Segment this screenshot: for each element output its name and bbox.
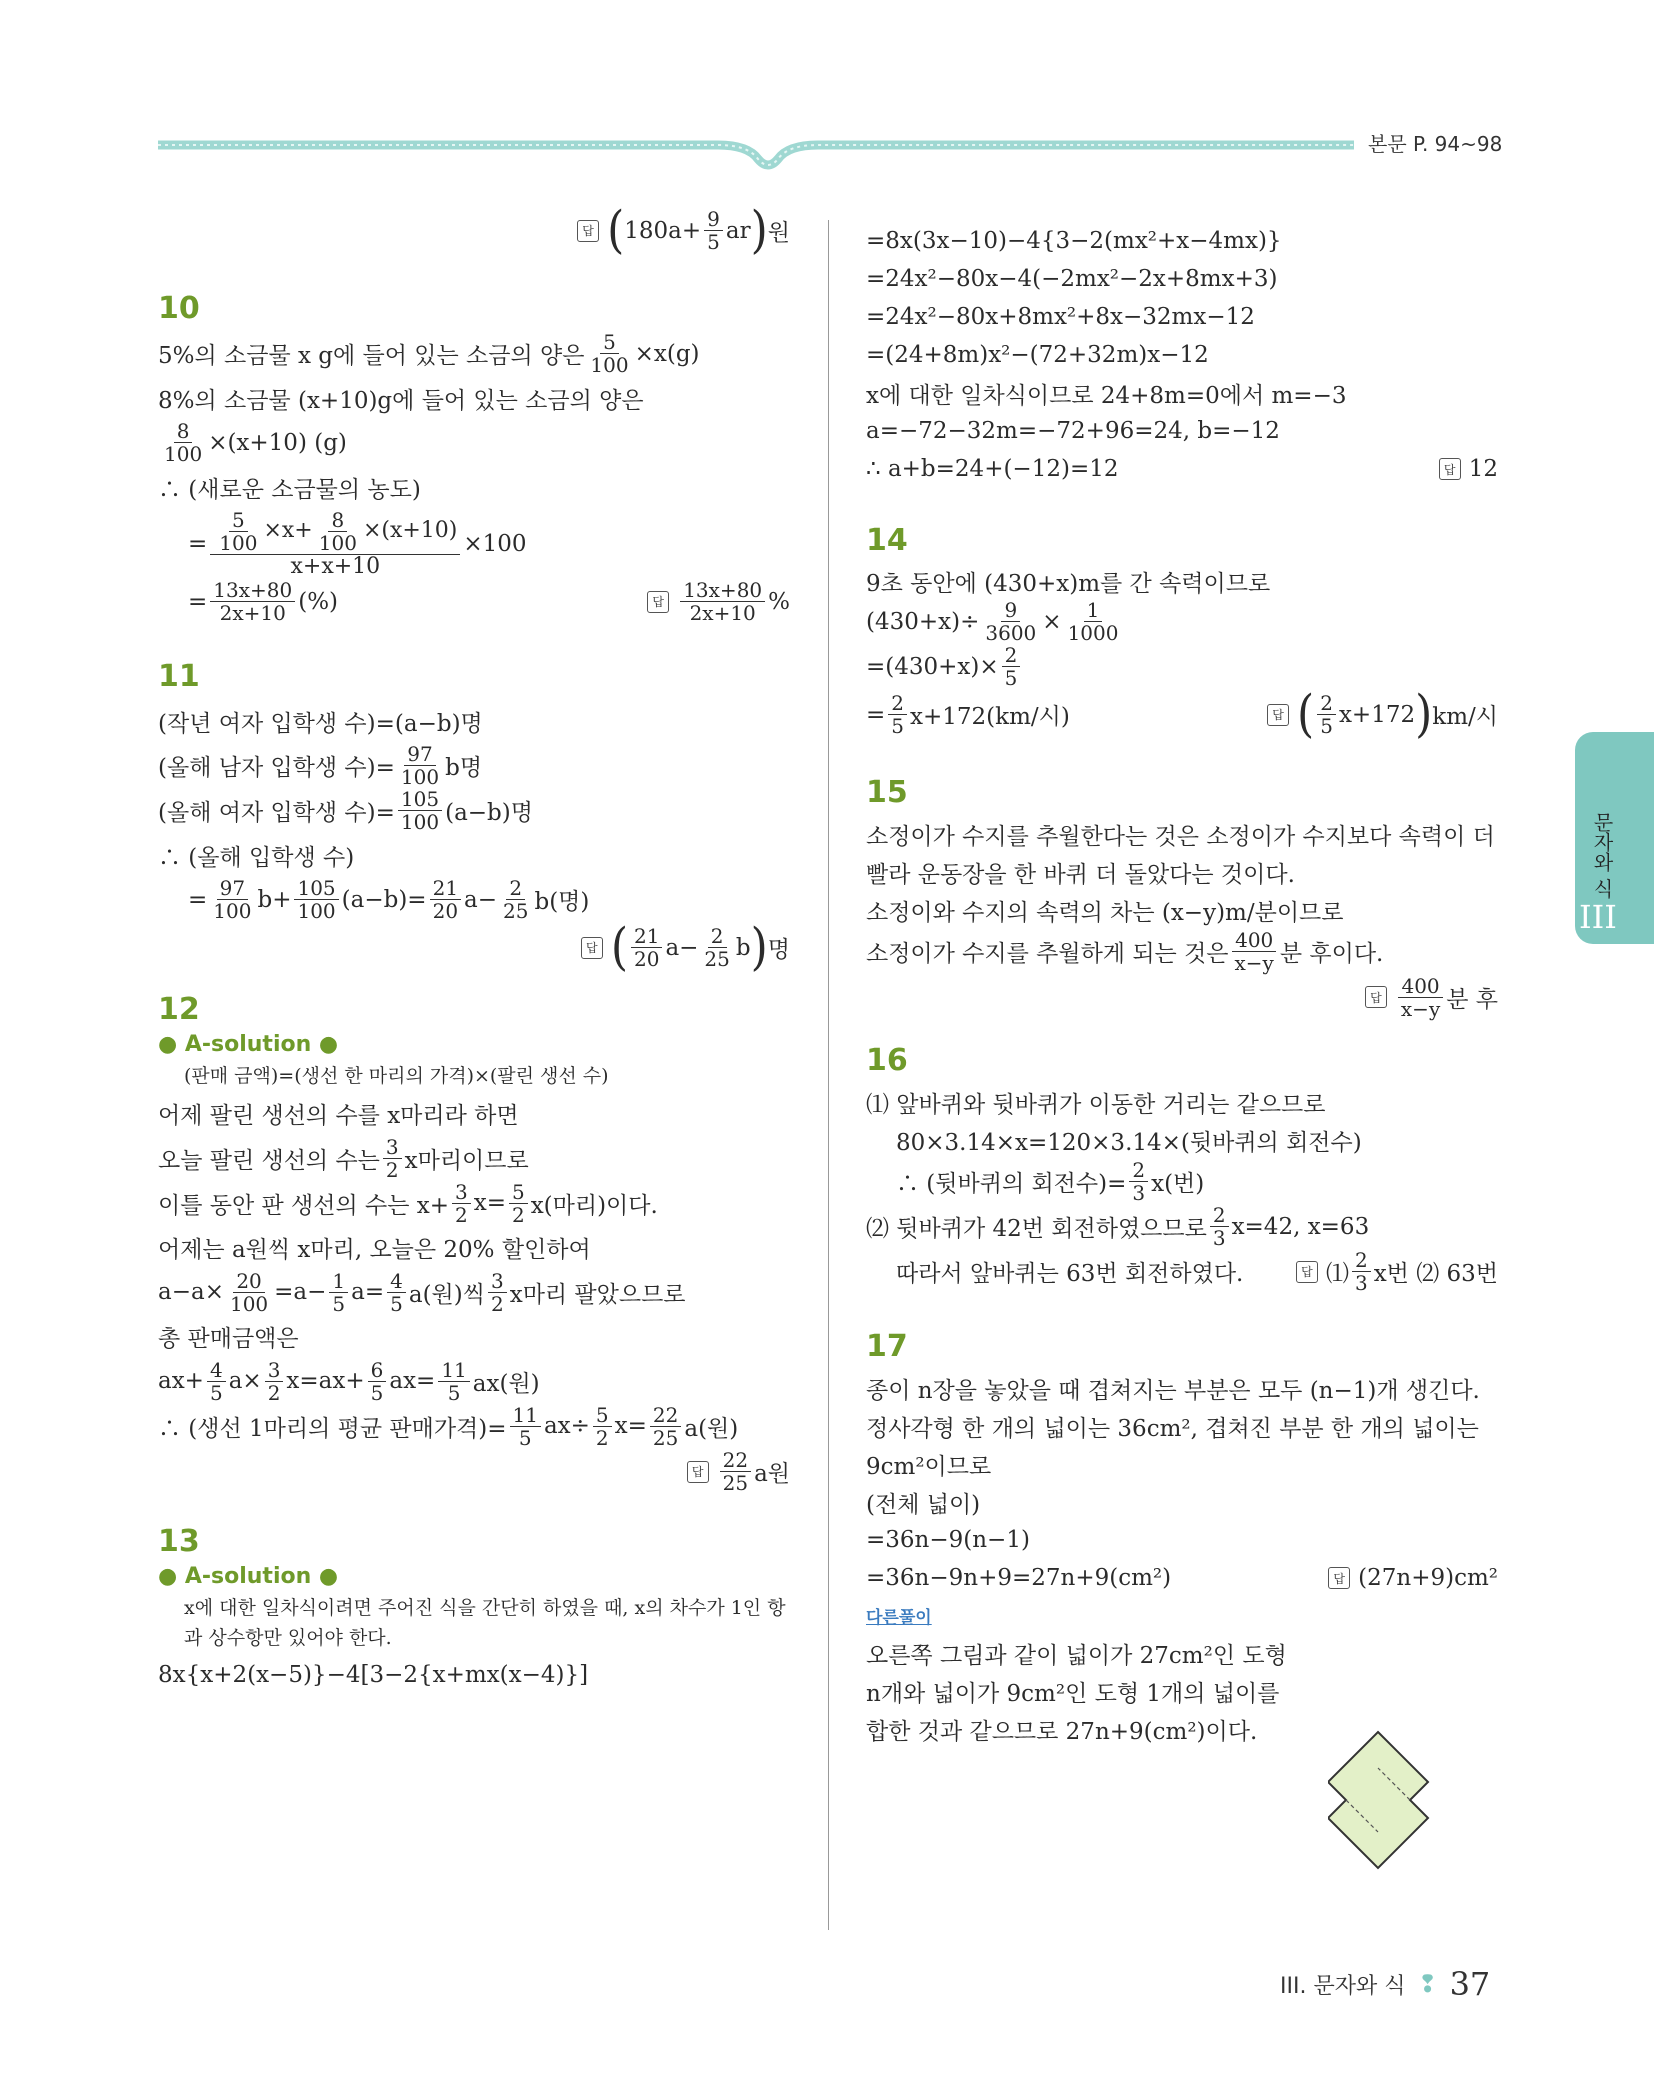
p15-line2: 빨라 운동장을 한 바퀴 더 돌았다는 것이다. bbox=[866, 861, 1295, 888]
answer-10: 답 13x+80 2x+10 % bbox=[647, 579, 790, 624]
answer-icon: 답 bbox=[581, 937, 603, 959]
p16-line3: ∴ (뒷바퀴의 회전수)= $\frac{2}{3}$ x(번) bbox=[896, 1158, 1205, 1205]
answer-9: 답 ( 180a+ $\frac{9}{5}$ ar ) 원 bbox=[158, 205, 790, 256]
answer-14: 답 ( 2 5 x+172 ) km/시 bbox=[1267, 689, 1498, 740]
p11-line5: = $\frac{97}{100}$ b+ $\frac{105}{100}$ (a−b)= $\frac{21}{20}$ a− $\frac{2}{25}$ b(명) bbox=[188, 876, 590, 924]
p15-line3: 소정이와 수지의 속력의 차는 (x−y)m/분이므로 bbox=[866, 899, 1344, 926]
p12-line1: 어제 팔린 생선의 수를 x마리라 하면 bbox=[158, 1103, 519, 1130]
p13-hint1: x에 대한 일차식이려면 주어진 식을 간단히 하였을 때, x의 차수가 1인 항 bbox=[184, 1596, 786, 1619]
answer-16: 답 ⑴ 2 3 x번 ⑵ 63번 bbox=[1296, 1249, 1498, 1294]
p10-line2: 8%의 소금물 (x+10)g에 들어 있는 소금의 양은 bbox=[158, 387, 644, 414]
p17-line4: (전체 넓이) bbox=[866, 1491, 981, 1518]
right-column bbox=[866, 222, 1498, 1748]
p13-cont-line3: =24x²−80x+8mx²+8x−32mx−12 bbox=[866, 304, 1255, 330]
p12-line4: 어제는 a원씩 x마리, 오늘은 20% 할인하여 bbox=[158, 1237, 591, 1264]
p10-line5: = $\frac{5}{100}$ ×x+ $\frac{8}{100}$ ×(x+10) x+x+10 ×100 bbox=[188, 508, 527, 579]
problem-number-17: 17 bbox=[866, 1329, 908, 1364]
p13-cont-line5: x에 대한 일차식이므로 24+8m=0에서 m=−3 bbox=[866, 382, 1347, 409]
p13-hint2: 과 상수항만 있어야 한다. bbox=[184, 1626, 392, 1649]
answer-icon: 답 bbox=[647, 591, 669, 613]
chapter-tab-roman: III bbox=[1579, 898, 1617, 936]
p11-line1: (작년 여자 입학생 수)=(a−b)명 bbox=[158, 710, 483, 737]
answer-12: 답 22 25 a원 bbox=[158, 1449, 790, 1495]
p17-alt-line1: 오른쪽 그림과 같이 넓이가 27cm²인 도형 bbox=[866, 1642, 1287, 1669]
page-reference: 본문 P. 94~98 bbox=[1368, 132, 1503, 156]
problem-number-10: 10 bbox=[158, 291, 200, 326]
chapter-tab-label: 문자와 식 bbox=[1590, 812, 1614, 899]
p14-line4: = $\frac{2}{5}$ x+172(km/시) 답 ( 2 5 x+172 ) km/시 bbox=[866, 685, 1498, 744]
column-divider bbox=[828, 220, 829, 1930]
p16-line4: ⑵ 뒷바퀴가 42번 회전하였으므로 2 3 x=42, x=63 bbox=[866, 1203, 1370, 1250]
answer-icon: 답 bbox=[687, 1461, 709, 1483]
p11-line3: (올해 여자 입학생 수)= $\frac{105}{100}$ (a−b)명 bbox=[158, 787, 533, 835]
answer-15: 답 400 x−y 분 후 bbox=[866, 974, 1498, 1020]
p17-line6: =36n−9n+9=27n+9(cm²) 답 (27n+9)cm² bbox=[866, 1565, 1498, 1591]
p12-line6: 총 판매금액은 bbox=[158, 1326, 299, 1353]
p10-line3: $\frac{8}{100}$ ×(x+10) (g) bbox=[164, 419, 347, 466]
p15-line4: 소정이가 수지를 추월하게 되는 것은 400 x−y 분 후이다. bbox=[866, 928, 1384, 975]
alternative-solution-label: 다른풀이 bbox=[866, 1608, 932, 1628]
p13-cont-line4: =(24+8m)x²−(72+32m)x−12 bbox=[866, 342, 1209, 368]
answer-icon: 답 bbox=[1365, 986, 1387, 1008]
page-number: 37 bbox=[1449, 1965, 1491, 2003]
p13-cont-line2: =24x²−80x−4(−2mx²−2x+8mx+3) bbox=[866, 266, 1278, 292]
footer-chapter: III. 문자와 식 bbox=[1280, 1973, 1406, 1999]
p12-line2: 오늘 팔린 생선의 수는 3 2 x마리이므로 bbox=[158, 1134, 529, 1182]
problem-number-11: 11 bbox=[158, 659, 200, 695]
p15-line1: 소정이가 수지를 추월한다는 것은 소정이가 수지보다 속력이 더 bbox=[866, 823, 1495, 850]
p17-alt-line3: 합한 것과 같으므로 27n+9(cm²)이다. bbox=[866, 1718, 1258, 1745]
lightbulb-icon: ❢ bbox=[1417, 1970, 1438, 1998]
p12-line5: a−a× $\frac{20}{100}$ =a− $\frac{1}{5}$ a= $\frac{4}{5}$ a(원)씩 3 2 x마리 팔았으므로 bbox=[158, 1268, 686, 1316]
p10-line4: ∴ (새로운 소금물의 농도) bbox=[158, 476, 421, 503]
answer-icon: 답 bbox=[1328, 1567, 1350, 1589]
answer-icon: 답 bbox=[1267, 704, 1289, 726]
p17-line1: 종이 n장을 놓았을 때 겹쳐지는 부분은 모두 (n−1)개 생긴다. bbox=[866, 1377, 1480, 1404]
p13-cont-line1: =8x(3x−10)−4{3−2(mx²+x−4mx)} bbox=[866, 228, 1282, 254]
problem-number-12: 12 bbox=[158, 992, 200, 1028]
p17-line2: 정사각형 한 개의 넓이는 36cm², 겹쳐진 부분 한 개의 넓이는 bbox=[866, 1415, 1479, 1442]
p17-line3: 9cm²이므로 bbox=[866, 1453, 992, 1480]
a-solution-label: ● A-solution ● bbox=[158, 1563, 339, 1589]
p17-alt-line2: n개와 넓이가 9cm²인 도형 1개의 넓이를 bbox=[866, 1680, 1280, 1707]
answer-icon: 답 bbox=[1296, 1261, 1318, 1283]
answer-icon: 답 bbox=[1439, 458, 1461, 480]
p13-cont-line6: a=−72−32m=−72+96=24, b=−12 bbox=[866, 418, 1280, 444]
p13-cont-line7: ∴ a+b=24+(−12)=12 답 12 bbox=[866, 456, 1498, 482]
p14-line3: =(430+x)× $\frac{2}{5}$ bbox=[866, 644, 1498, 689]
p14-line1: 9초 동안에 (430+x)m를 간 속력이므로 bbox=[866, 570, 1271, 597]
a-solution-label: ● A-solution ● bbox=[158, 1032, 339, 1058]
p16-line2: 80×3.14×x=120×3.14×(뒷바퀴의 회전수) bbox=[896, 1129, 1362, 1156]
overlapping-squares-diagram bbox=[1328, 1730, 1440, 1870]
page-footer bbox=[1280, 1965, 1490, 2003]
squares-shape bbox=[1328, 1732, 1428, 1868]
answer-icon: 답 bbox=[577, 220, 599, 242]
p12-hint: (판매 금액)=(생선 한 마리의 가격)×(팔린 생선 수) bbox=[184, 1065, 609, 1088]
answer-11: 답 ( 21 20 a− $\frac{2}{25}$ b ) 명 bbox=[158, 922, 790, 973]
problem-number-15: 15 bbox=[866, 775, 908, 810]
p10-line1: 5%의 소금물 x g에 들어 있는 소금의 양은 $\frac{5}{100}$ ×x(g) bbox=[158, 330, 700, 377]
problem-number-13: 13 bbox=[158, 1523, 200, 1559]
p12-line8: ∴ (생선 1마리의 평균 판매가격)= $\frac{11}{5}$ ax÷ $\frac{5}{2}$ x= $\frac{22}{25}$ a(원) bbox=[158, 1402, 739, 1450]
p13-line1: 8x{x+2(x−5)}−4[3−2{x+mx(x−4)}] bbox=[158, 1662, 589, 1689]
problem-number-14: 14 bbox=[866, 523, 908, 558]
p12-line3: 이틀 동안 판 생선의 수는 x+ $\frac{3}{2}$ x= $\frac{5}{2}$ x(마리)이다. bbox=[158, 1179, 658, 1227]
p10-line6: = $\frac{13x+80}{2x+10}$ (%) 답 13x+80 2x+10 % bbox=[188, 578, 790, 626]
p16-line1: ⑴ 앞바퀴와 뒷바퀴가 이동한 거리는 같으므로 bbox=[866, 1091, 1326, 1118]
p11-line4: ∴ (올해 입학생 수) bbox=[158, 844, 355, 871]
answer-17: 답 (27n+9)cm² bbox=[1328, 1565, 1498, 1591]
p14-line2: (430+x)÷ $\frac{9}{3600}$ × $\frac{1}{1000}$ bbox=[866, 598, 1119, 645]
left-column bbox=[158, 201, 790, 1697]
problem-number-16: 16 bbox=[866, 1043, 908, 1078]
header-rule bbox=[158, 137, 1354, 177]
p12-line7: ax+ $\frac{4}{5}$ a× $\frac{3}{2}$ x=ax+ $\frac{6}{5}$ ax= $\frac{11}{5}$ ax(원) bbox=[158, 1357, 540, 1405]
p11-line2: (올해 남자 입학생 수)= $\frac{97}{100}$ b명 bbox=[158, 742, 483, 790]
p16-line5: 따라서 앞바퀴는 63번 회전하였다. 답 ⑴ 2 3 x번 ⑵ 63번 bbox=[896, 1248, 1498, 1295]
answer-13: 답 12 bbox=[1439, 456, 1498, 482]
p17-line5: =36n−9(n−1) bbox=[866, 1527, 1030, 1553]
